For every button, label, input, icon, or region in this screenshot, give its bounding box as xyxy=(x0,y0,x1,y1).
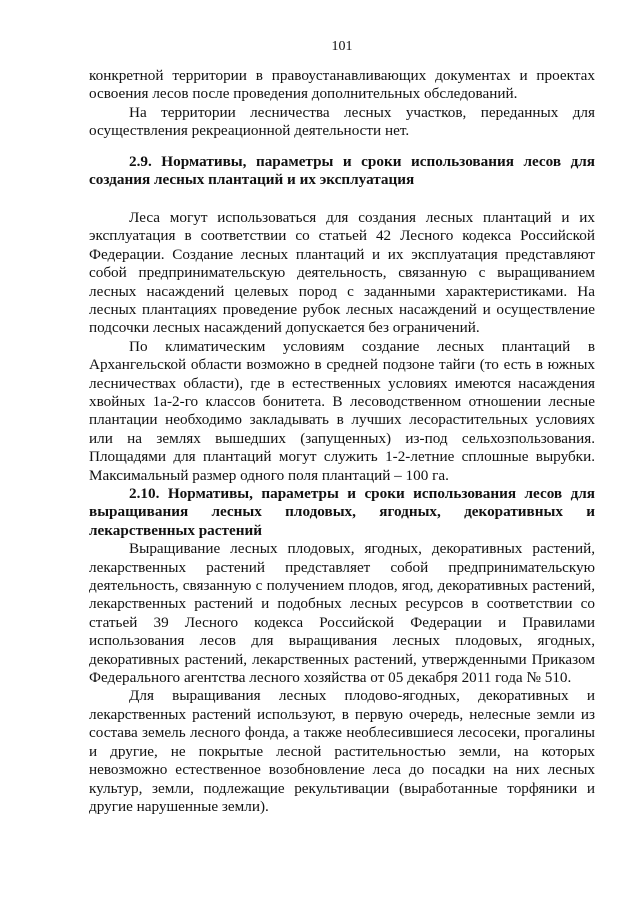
intro-paragraph-2: На территории лесничества лесных участков, переданных для осуществления рекреационной деятельности нет. xyxy=(89,103,595,140)
section-2-10 xyxy=(89,485,595,816)
intro-paragraph-1: конкретной территории в правоустанавливающих документах и проектах освоения лесов после проведения дополнительных обследований. xyxy=(89,67,595,103)
section-2-10-heading: 2.10. Нормативы, параметры и сроки использования лесов для выращивания лесных плодовых, ягодных, декоративных и лекарственных растений xyxy=(89,485,595,539)
section-2-9-paragraph-2: По климатическим условиям создание лесных плантаций в Архангельской области возможно в средней подзоне тайги (то есть в южных лесничествах области), где в естественных условиях имеются насаждения хвойных 1а-2-го классов бонитета. В лесоводственном отношении лесные плантации необходимо закладывать в лучших лесорастительных условиях или на землях вышедших (запущенных) из-под сельхозпользования. Площадями для плантаций могут служить 1-2-летние сплошные вырубки. Максимальный размер одного поля плантаций – 100 га. xyxy=(89,337,595,484)
page-number: 101 xyxy=(331,39,353,54)
intro-block xyxy=(89,67,595,141)
section-2-9-body xyxy=(89,209,595,485)
section-2-9-heading: 2.9. Нормативы, параметры и сроки использования лесов для создания лесных плантаций и их эксплуатация xyxy=(89,153,595,189)
section-2-10-paragraph-1: Выращивание лесных плодовых, ягодных, декоративных растений, лекарственных растений представляет собой предпринимательскую деятельность, связанную с получением плодов, ягод, декоративных растений, лекарственных растений и подобных лесных ресурсов в соответствии со статьей 39 Лесного кодекса Российской Федерации и Правилами использования лесов для выращивания лесных плодовых, ягодных, декоративных растений, лекарственных растений, утвержденными Приказом Федерального агентства лесного хозяйства от 05 декабря 2011 года № 510. xyxy=(89,540,595,687)
section-2-10-paragraph-2: Для выращивания лесных плодово-ягодных, декоративных и лекарственных растений используют, в первую очередь, нелесные земли из состава земель лесного фонда, а также необлесившиеся лесосеки, прогалины и другие, не покрытые лесной растительностью земли, на которых невозможно естественное возобновление леса до посадки на них лесных культур, земли, подлежащие рекультивации (выработанные торфяники и другие нарушенные земли). xyxy=(89,687,595,815)
section-2-9-paragraph-1: Леса могут использоваться для создания лесных плантаций и их эксплуатация в соответствии со статьей 42 Лесного кодекса Российской Федерации. Создание лесных плантаций и их эксплуатация представляют собой предпринимательскую деятельность, связанную с выращиванием лесных насаждений целевых пород с заданными характеристиками. На лесных плантациях проведение рубок лесных насаждений и осуществление подсочки лесных насаждений допускается без ограничений. xyxy=(89,209,595,337)
section-2-9 xyxy=(89,153,595,190)
